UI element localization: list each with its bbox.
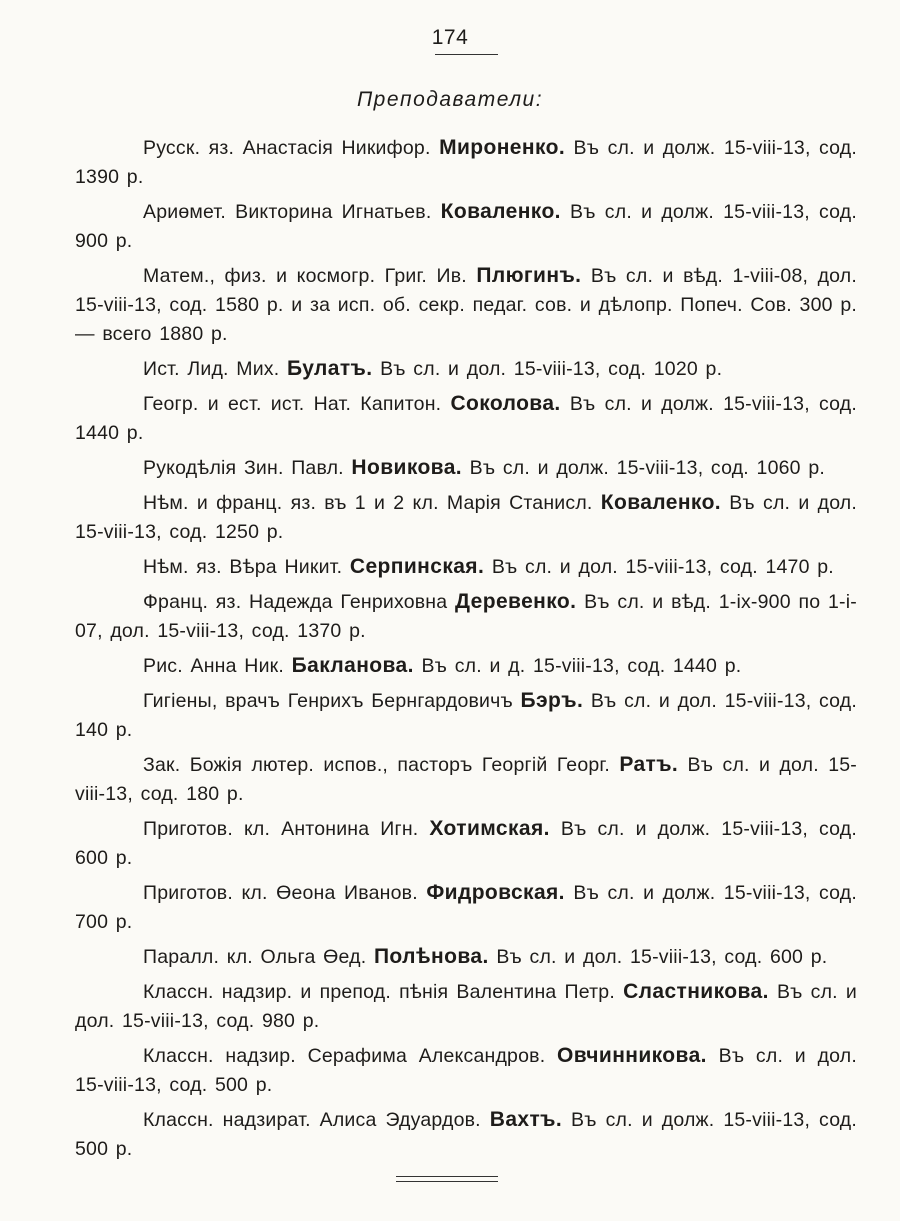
end-double-rule	[396, 1176, 498, 1182]
teacher-surname: Вахтъ.	[489, 1108, 563, 1131]
teacher-surname: Бакланова.	[291, 654, 414, 677]
teacher-entry	[75, 453, 857, 483]
entry-details: Въ сл. и долж. 15-viii-13, сод. 1060 р.	[462, 457, 825, 479]
teacher-entry	[75, 488, 857, 547]
entry-details: Въ сл. и дол. 15-viii-13, сод. 500 р.	[75, 1045, 857, 1096]
entry-details: Въ сл. и дол. 15-viii-13, сод. 1470 р.	[484, 556, 834, 578]
entry-subject: Классн. надзир. и препод. пѣнія Валентина Петр.	[143, 981, 624, 1003]
teacher-entry	[75, 133, 857, 192]
teacher-surname: Полѣнова.	[373, 945, 489, 968]
teacher-surname: Коваленко.	[440, 200, 561, 223]
entry-subject: Геогр. и ест. ист. Нат. Капитон.	[143, 393, 451, 415]
teacher-surname: Мироненко.	[439, 136, 566, 159]
teacher-list	[75, 133, 857, 1169]
teacher-entry	[75, 261, 857, 349]
entry-details: Въ сл. и вѣд. 1-ix-900 по 1-i-07, дол. 15-viii-13, сод. 1370 р.	[75, 591, 857, 642]
entry-details: Въ сл. и долж. 15-viii-13, сод. 900 р.	[75, 201, 857, 252]
entry-details: Въ сл. и дол. 15-viii-13, сод. 600 р.	[488, 946, 828, 968]
page-number: 174	[431, 26, 469, 49]
entry-details: Въ сл. и долж. 15-viii-13, сод. 1440 р.	[75, 393, 857, 444]
teacher-surname: Плюгинъ.	[476, 264, 582, 287]
entry-details: Въ сл. и дол. 15-viii-13, сод. 140 р.	[75, 690, 857, 741]
entry-subject: Гигіены, врачъ Генрихъ Бернгардовичъ	[143, 690, 521, 712]
entry-subject: Матем., физ. и космогр. Григ. Ив.	[143, 265, 477, 287]
teacher-entry	[75, 1105, 857, 1164]
teacher-surname: Новикова.	[351, 456, 463, 479]
entry-subject: Ист. Лид. Мих.	[143, 358, 287, 380]
entry-details: Въ сл. и долж. 15-viii-13, сод. 600 р.	[75, 818, 857, 869]
section-heading: Преподаватели:	[356, 88, 544, 111]
teacher-entry	[75, 686, 857, 745]
entry-subject: Рис. Анна Ник.	[143, 655, 292, 677]
entry-subject: Классн. надзир. Серафима Александров.	[143, 1045, 558, 1067]
teacher-surname: Соколова.	[450, 392, 561, 415]
entry-subject: Приготов. кл. Өеона Иванов.	[143, 882, 427, 904]
teacher-entry	[75, 977, 857, 1036]
entry-details: Въ сл. и вѣд. 1-viii-08, дол. 15-viii-13, сод. 1580 р. и за исп. об. секр. педаг. сов. и дѣлопр. Попеч. Сов. 300 р. — всего 1880 р.	[75, 265, 857, 345]
teacher-surname: Серпинская.	[349, 555, 485, 578]
teacher-surname: Сластникова.	[623, 980, 769, 1003]
entry-subject: Приготов. кл. Антонина Игн.	[143, 818, 430, 840]
entry-details: Въ сл. и долж. 15-viii-13, сод. 700 р.	[75, 882, 857, 933]
teacher-entry	[75, 389, 857, 448]
entry-details: Въ сл. и дол. 15-viii-13, сод. 980 р.	[75, 981, 857, 1032]
entry-subject: Нѣм. яз. Вѣра Никит.	[143, 556, 350, 578]
entry-subject: Паралл. кл. Ольга Өед.	[143, 946, 374, 968]
entry-subject: Нѣм. и франц. яз. въ 1 и 2 кл. Марія Станисл.	[143, 492, 601, 514]
entry-subject: Франц. яз. Надежда Генриховна	[143, 591, 456, 613]
page-number-rule	[435, 54, 498, 55]
teacher-entry	[75, 197, 857, 256]
teacher-surname: Фидровская.	[426, 881, 565, 904]
teacher-surname: Бэръ.	[520, 689, 584, 712]
teacher-surname: Коваленко.	[600, 491, 722, 514]
entry-details: Въ сл. и д. 15-viii-13, сод. 1440 р.	[413, 655, 742, 677]
teacher-entry	[75, 552, 857, 582]
teacher-entry	[75, 878, 857, 937]
teacher-surname: Булатъ.	[287, 357, 373, 380]
teacher-entry	[75, 354, 857, 384]
entry-subject: Зак. Божія лютер. испов., пасторъ Георгій Георг.	[143, 754, 620, 776]
teacher-entry	[75, 942, 857, 972]
teacher-entry	[75, 750, 857, 809]
entry-details: Въ сл. и долж. 15-viii-13, сод. 500 р.	[75, 1109, 858, 1160]
teacher-entry	[75, 814, 857, 873]
teacher-surname: Ратъ.	[619, 753, 679, 776]
entry-details: Въ сл. и дол. 15-viii-13, сод. 1020 р.	[372, 358, 723, 380]
teacher-surname: Деревенко.	[455, 590, 577, 613]
teacher-surname: Хотимская.	[429, 817, 550, 840]
teacher-entry	[75, 587, 857, 646]
entry-subject: Рукодѣлія Зин. Павл.	[143, 457, 352, 479]
entry-subject: Ариөмет. Викторина Игнатьев.	[143, 201, 441, 223]
entry-details: Въ сл. и дол. 15-viii-13, сод. 1250 р.	[75, 492, 858, 543]
entry-subject: Классн. надзират. Алиса Эдуардов.	[143, 1109, 490, 1131]
entry-details: Въ сл. и долж. 15-viii-13, сод. 1390 р.	[75, 137, 857, 188]
entry-subject: Русск. яз. Анастасія Никифор.	[143, 137, 440, 159]
teacher-entry	[75, 651, 857, 681]
entry-details: Въ сл. и дол. 15-viii-13, сод. 180 р.	[75, 754, 857, 805]
teacher-entry	[75, 1041, 857, 1100]
teacher-surname: Овчинникова.	[557, 1044, 707, 1067]
